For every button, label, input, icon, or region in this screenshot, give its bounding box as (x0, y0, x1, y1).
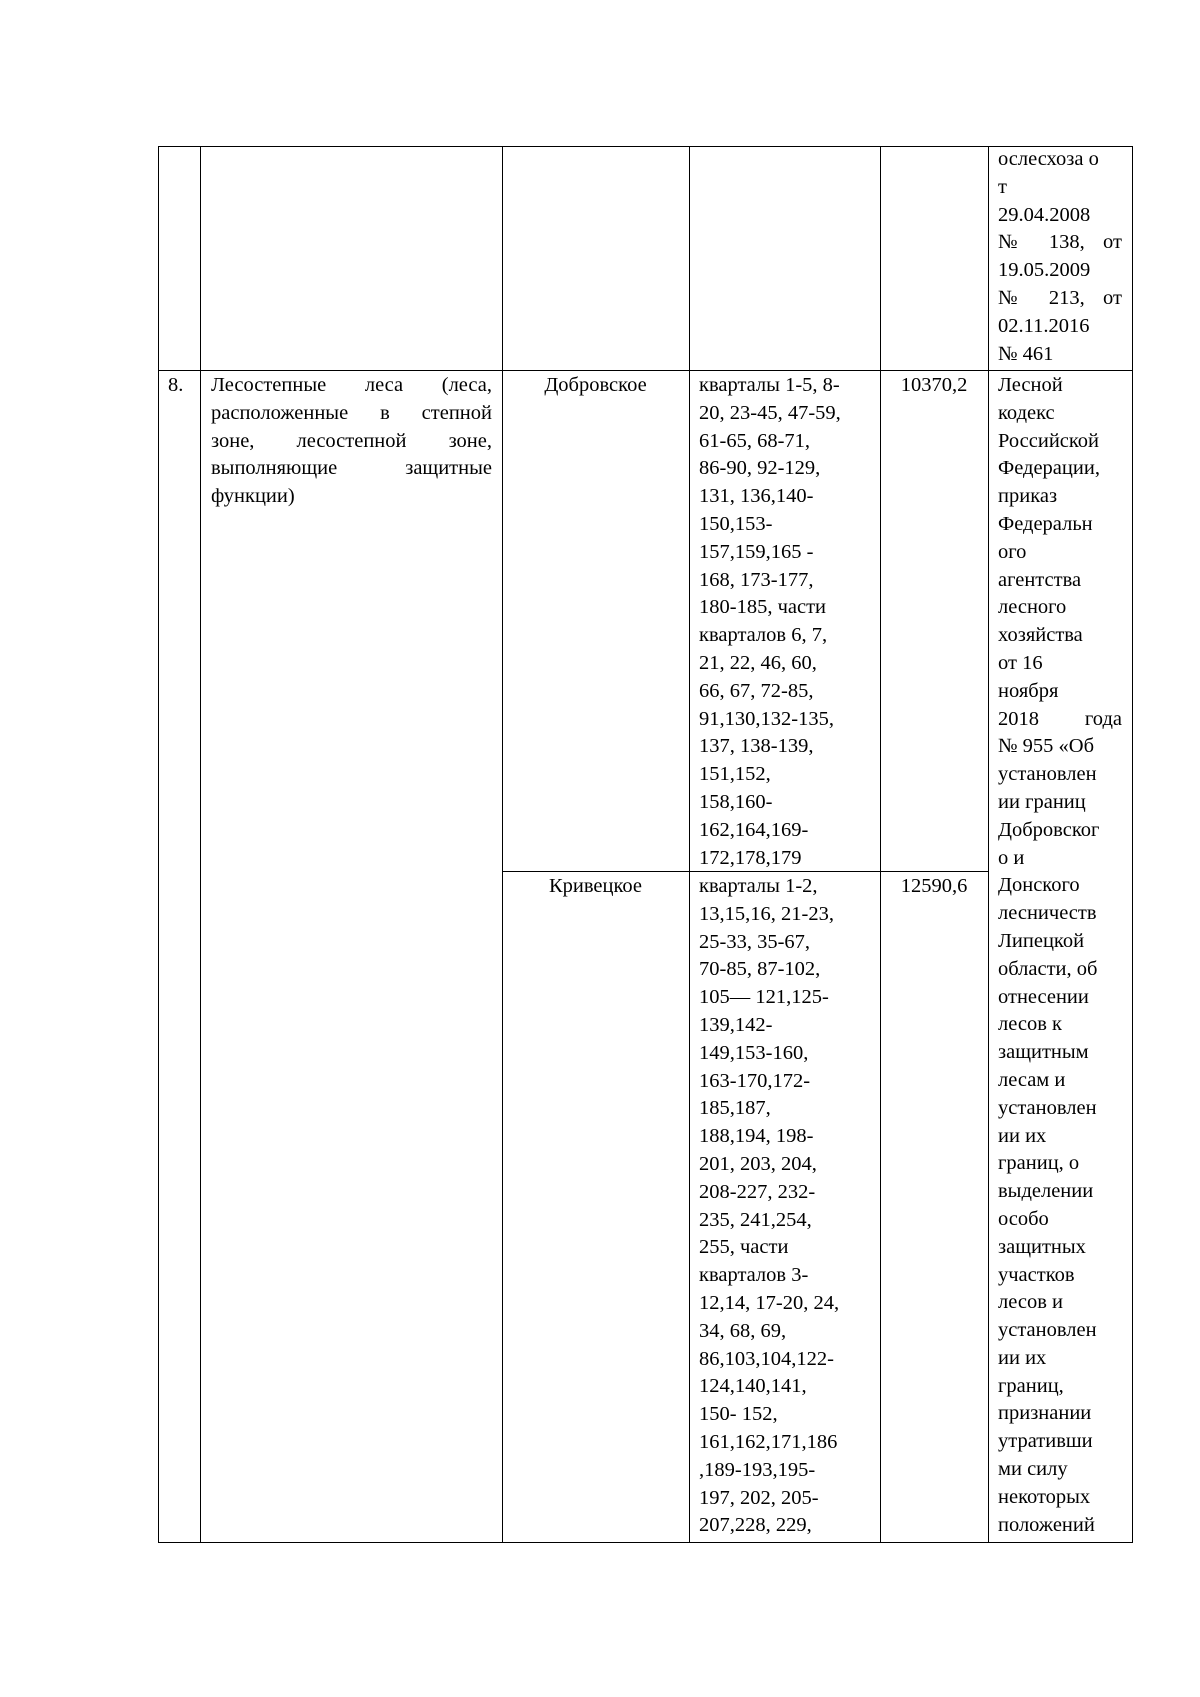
text-line: признании (998, 1402, 1092, 1425)
text-line: лесов и (998, 1291, 1063, 1314)
text-line: 150- 152, (699, 1403, 778, 1426)
forestry-name-text: Добровское (544, 374, 647, 396)
quarters-cell-2 (699, 873, 874, 1540)
col-border-7 (1132, 146, 1133, 1543)
text-line: Российской (998, 429, 1100, 452)
text-line: участков (998, 1263, 1075, 1286)
text-line: 29.04.2008 (998, 203, 1091, 226)
text-line: ии их (998, 1124, 1047, 1147)
text-line: 34, 68, 69, (699, 1319, 787, 1342)
text-line: 105— 121,125- (699, 986, 829, 1009)
text-line: Добровског (998, 818, 1100, 841)
text-line: 207,228, 229, (699, 1514, 812, 1537)
text-line: Федеральн (998, 512, 1093, 535)
text-line: защитным (998, 1041, 1089, 1064)
text-line: 70-85, 87-102, (699, 958, 821, 981)
text-line: хозяйства (998, 624, 1083, 647)
col-border-3 (502, 146, 503, 1543)
text-line: 162,164,169- (699, 818, 809, 841)
text-line: положений (998, 1513, 1095, 1536)
text-line: 20, 23-45, 47-59, (699, 401, 841, 424)
text-line: 168, 173-177, (699, 568, 814, 591)
text-line: границ, о (998, 1152, 1080, 1175)
text-line: кодекс (998, 401, 1055, 424)
text-line: ,189-193,195- (699, 1458, 816, 1481)
area-value: 10370,2 (900, 374, 968, 396)
text-line: Федерации, (998, 457, 1100, 480)
text-line: № 955 «Об (998, 735, 1095, 758)
text-line: защитных (998, 1235, 1086, 1258)
text-line: Липецкой (998, 929, 1085, 952)
text-line: выполняющие защитные (211, 457, 492, 480)
document-cell (998, 372, 1122, 1539)
text-line: № 213, от (998, 286, 1122, 309)
forestry-name-2 (502, 873, 689, 901)
area-value: 12590,6 (900, 875, 968, 897)
text-line: Лесной (998, 374, 1063, 396)
text-line: 149,153-160, (699, 1041, 809, 1064)
text-line: 172,178,179 (699, 846, 802, 869)
category-cell (211, 372, 492, 511)
col-border-4 (689, 146, 690, 1543)
text-line: т (998, 175, 1007, 198)
text-line: 86,103,104,122- (699, 1347, 834, 1370)
text-line: 86-90, 92-129, (699, 457, 821, 480)
text-line: кварталы 1-2, (699, 875, 818, 897)
text-line: 157,159,165 - (699, 540, 814, 563)
text-line: выделении (998, 1180, 1094, 1203)
text-line: приказ (998, 485, 1058, 508)
text-line: Донского (998, 874, 1080, 897)
text-line: границ, (998, 1374, 1064, 1397)
text-line: некоторых (998, 1485, 1091, 1508)
text-line: 151,152, (699, 763, 771, 786)
text-line: 61-65, 68-71, (699, 429, 811, 452)
text-line: функции) (211, 485, 295, 508)
text-line: 197, 202, 205- (699, 1486, 819, 1509)
text-line: 91,130,132-135, (699, 707, 834, 730)
text-line: 188,194, 198- (699, 1125, 814, 1148)
text-line: от 16 (998, 651, 1043, 674)
text-line: агентства (998, 568, 1082, 591)
text-line: 208-227, 232- (699, 1180, 816, 1203)
text-line: 139,142- (699, 1013, 773, 1036)
text-line: 255, части (699, 1236, 789, 1259)
text-line: лесов к (998, 1013, 1062, 1036)
text-line: 180-185, части (699, 596, 827, 619)
text-line: 13,15,16, 21-23, (699, 902, 834, 925)
text-line: ноября (998, 679, 1059, 702)
col-border-2 (200, 146, 201, 1543)
text-line: 124,140,141, (699, 1375, 807, 1398)
text-line: ии границ (998, 790, 1086, 813)
text-line: лесам и (998, 1068, 1066, 1091)
text-line: 163-170,172- (699, 1069, 811, 1092)
text-line: 137, 138-139, (699, 735, 814, 758)
text-line: установлен (998, 1096, 1097, 1119)
text-line: № 461 (998, 342, 1054, 365)
text-line: кварталы 1-5, 8- (699, 374, 840, 396)
text-line: № 138, от (998, 231, 1122, 254)
text-line: 201, 203, 204, (699, 1152, 817, 1175)
text-line: о и (998, 846, 1025, 869)
row-number-text: 8. (168, 374, 184, 396)
col-border-1 (158, 146, 159, 1543)
quarters-cell-1 (699, 372, 874, 872)
table-bottom-border (158, 1542, 1133, 1543)
text-line: 19.05.2009 (998, 259, 1091, 282)
col-border-5 (880, 146, 881, 1543)
text-line: ми силу (998, 1458, 1068, 1481)
text-line: 21, 22, 46, 60, (699, 651, 817, 674)
row-8-top-border (158, 370, 1133, 371)
text-line: особо (998, 1207, 1049, 1230)
text-line: ого (998, 540, 1027, 563)
text-line: лесного (998, 596, 1067, 619)
text-line: ослесхоза о (998, 148, 1099, 170)
continuation-document-cell (998, 146, 1122, 368)
text-line: 12,14, 17-20, 24, (699, 1291, 840, 1314)
col-border-6 (988, 146, 989, 1543)
text-line: 25-33, 35-67, (699, 930, 811, 953)
text-line: 235, 241,254, (699, 1208, 812, 1231)
area-cell-1 (880, 372, 988, 400)
text-line: 185,187, (699, 1097, 771, 1120)
forestry-name-text: Кривецкое (548, 875, 643, 897)
text-line: 150,153- (699, 512, 773, 535)
text-line: ии их (998, 1346, 1047, 1369)
text-line: расположенные в степной (211, 401, 492, 424)
text-line: утративши (998, 1430, 1093, 1453)
row-number (168, 372, 183, 400)
text-line: 131, 136,140- (699, 485, 814, 508)
text-line: лесничеств (998, 902, 1097, 925)
text-line: 158,160- (699, 790, 773, 813)
text-line: 2018 года (998, 707, 1122, 730)
text-line: 161,162,171,186 (699, 1430, 838, 1453)
text-line: установлен (998, 1319, 1097, 1342)
text-line: кварталов 6, 7, (699, 624, 828, 647)
text-line: кварталов 3- (699, 1264, 809, 1287)
text-line: области, об (998, 957, 1098, 980)
text-line: установлен (998, 763, 1097, 786)
text-line: Лесостепные леса (леса, (211, 374, 492, 396)
area-cell-2 (880, 873, 988, 901)
text-line: 66, 67, 72-85, (699, 679, 814, 702)
text-line: отнесении (998, 985, 1089, 1008)
forestry-name-1 (502, 372, 689, 400)
text-line: зоне, лесостепной зоне, (211, 429, 492, 452)
table-top-border (158, 146, 1133, 147)
text-line: 02.11.2016 (998, 314, 1090, 337)
